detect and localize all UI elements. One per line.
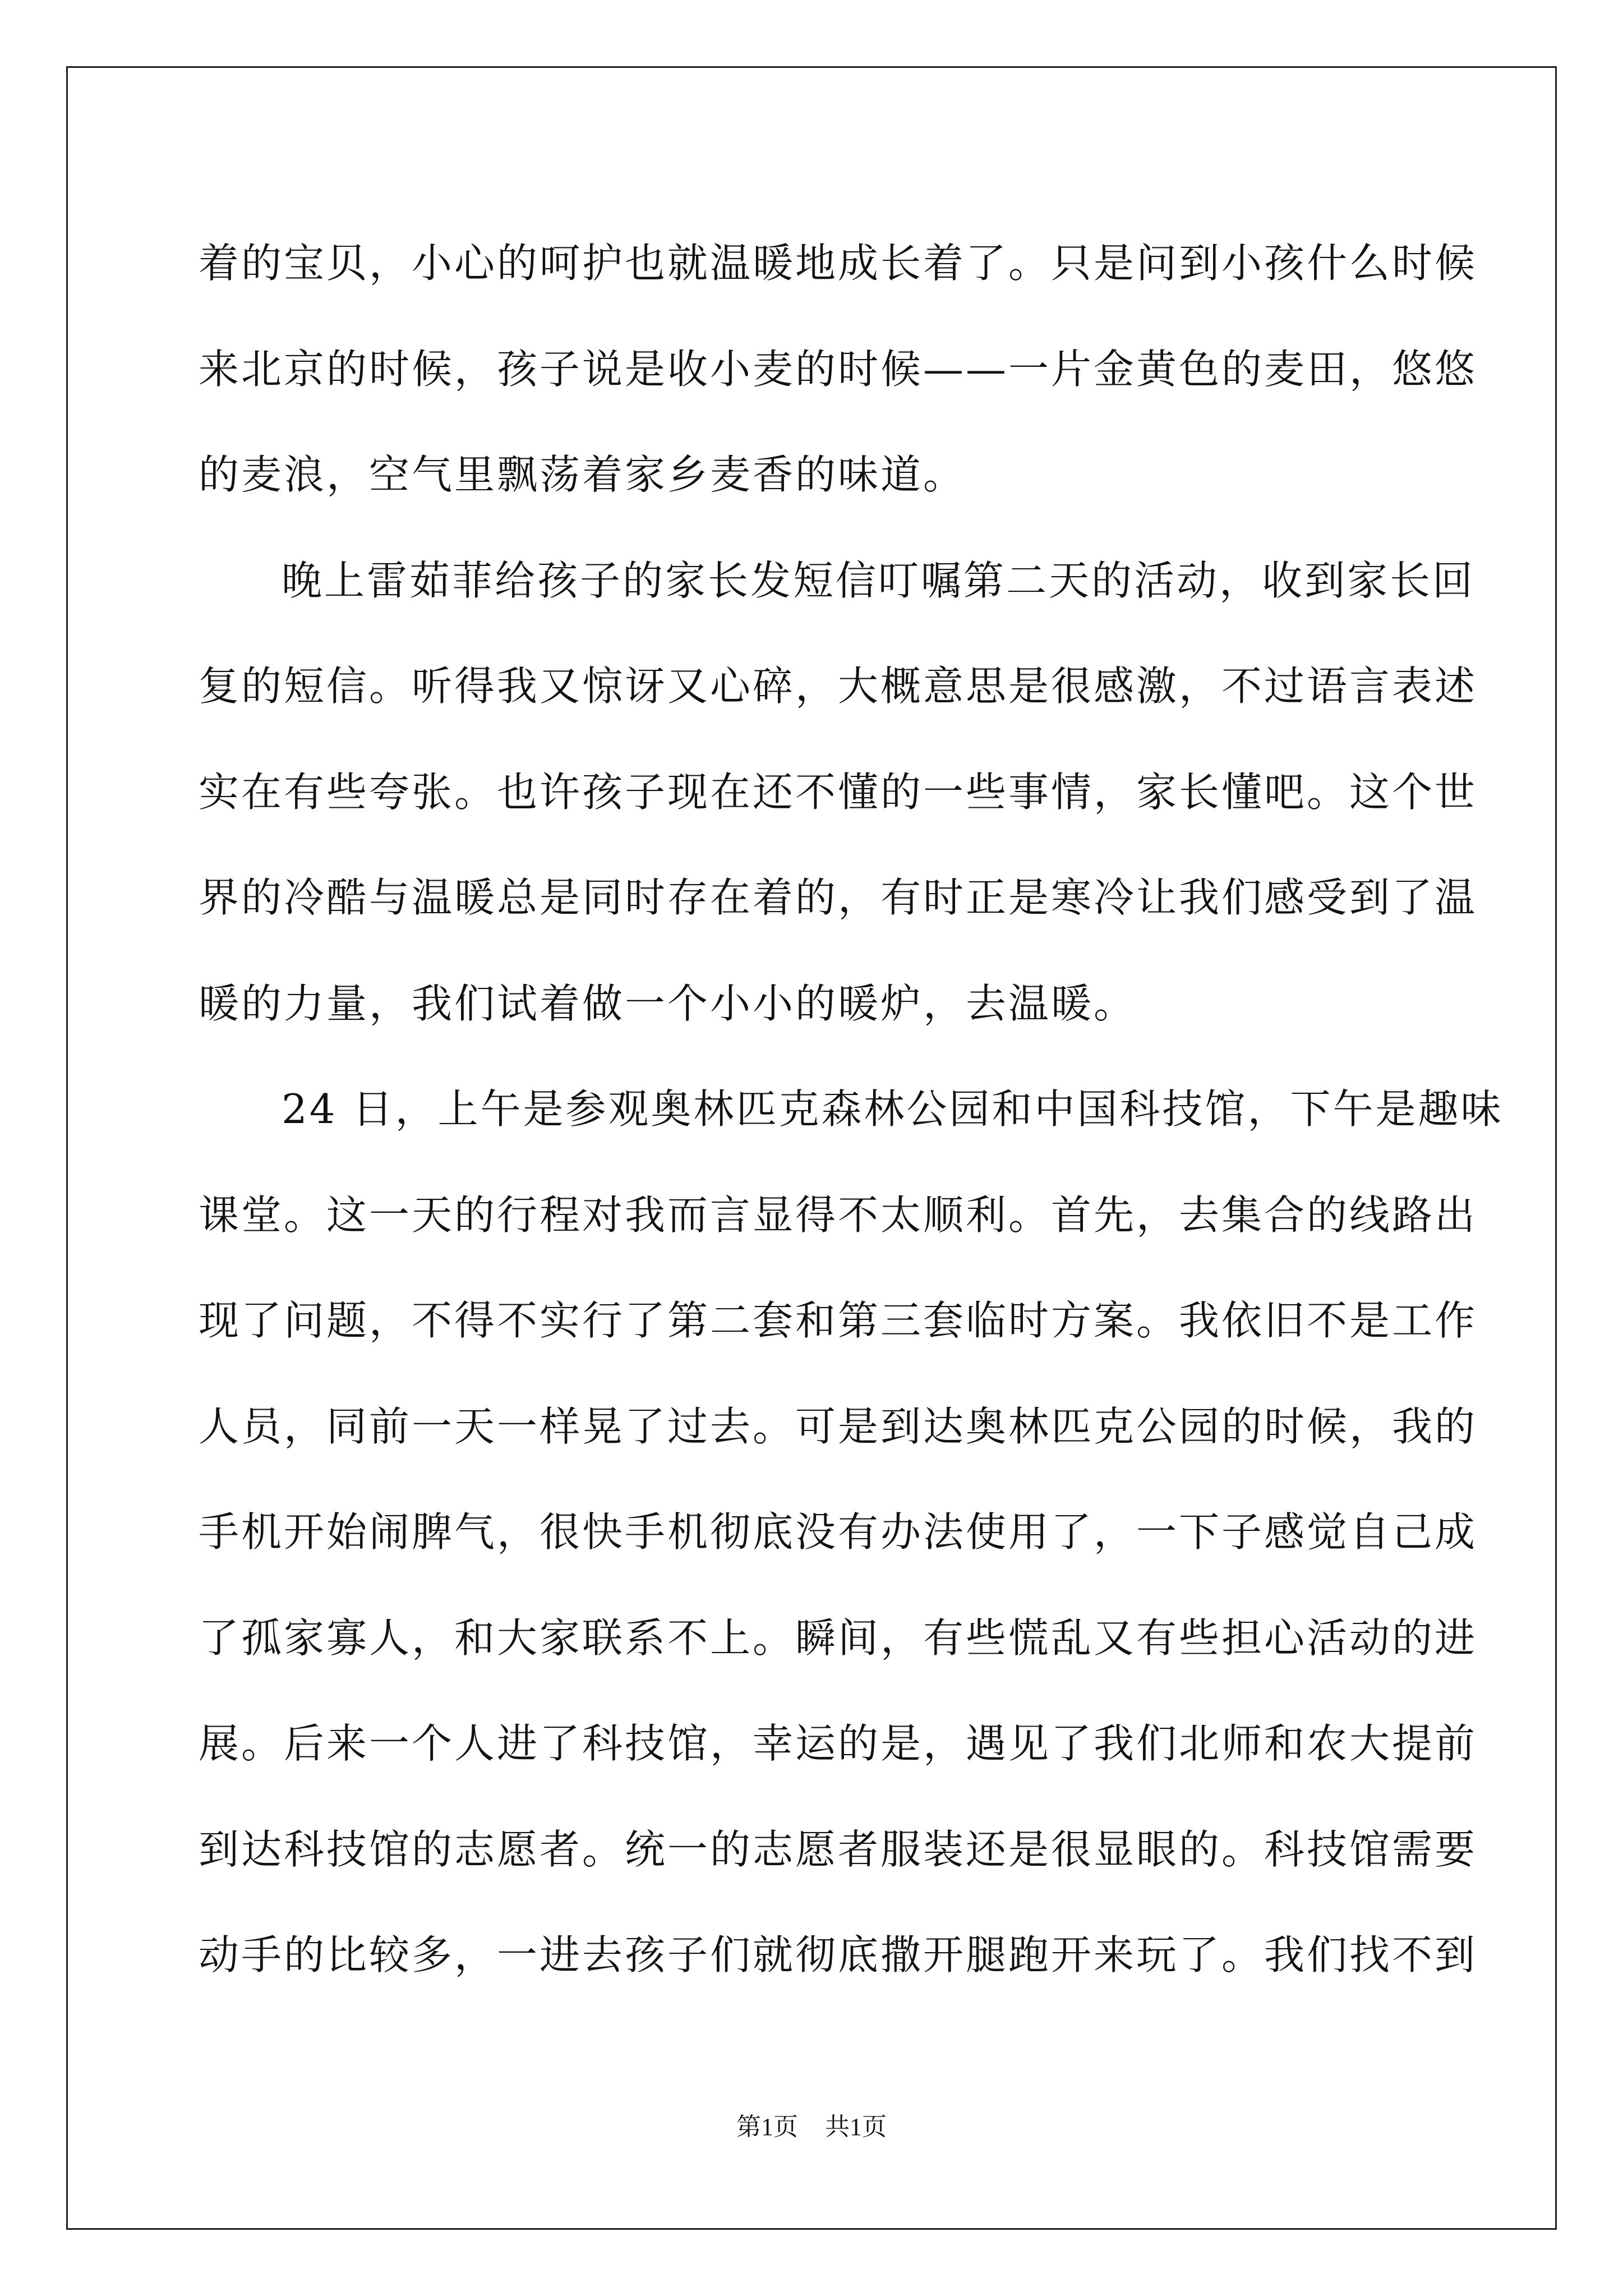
text-line: 暖的力量，我们试着做一个小小的暖炉，去温暖。 <box>199 979 1137 1027</box>
text-line: 动手的比较多，一进去孩子们就彻底撒开腿跑开来玩了。我们找不到 <box>199 1931 1478 1978</box>
text-line: 界的冷酷与温暖总是同时存在着的，有时正是寒冷让我们感受到了温 <box>199 874 1478 921</box>
text-line: 了孤家寡人，和大家联系不上。瞬间，有些慌乱又有些担心活动的进 <box>199 1614 1478 1662</box>
text-line: 着的宝贝，小心的呵护也就温暖地成长着了。只是问到小孩什么时候 <box>199 240 1478 287</box>
text-line: 人员，同前一天一样晃了过去。可是到达奥林匹克公园的时候，我的 <box>199 1402 1478 1450</box>
text-line: 复的短信。听得我又惊讶又心碎，大概意思是很感激，不过语言表述 <box>199 662 1478 710</box>
text-line: 展。后来一个人进了科技馆，幸运的是，遇见了我们北师和农大提前 <box>199 1720 1478 1767</box>
text-line: 的麦浪，空气里飘荡着家乡麦香的味道。 <box>199 451 966 498</box>
text-line: 24 日，上午是参观奥林匹克森林公园和中国科技馆，下午是趣味 <box>282 1085 1504 1133</box>
page-footer <box>0 2106 1623 2142</box>
text-line: 晚上雷茹菲给孩子的家长发短信叮嘱第二天的活动，收到家长回 <box>282 556 1476 604</box>
text-line: 到达科技馆的志愿者。统一的志愿者服装还是很显眼的。科技馆需要 <box>199 1825 1478 1873</box>
text-line: 手机开始闹脾气，很快手机彻底没有办法使用了，一下子感觉自己成 <box>199 1508 1478 1556</box>
page-number: 第1页 <box>736 2113 798 2141</box>
document-body <box>199 210 1504 2008</box>
text-line: 现了问题，不得不实行了第二套和第三套临时方案。我依旧不是工作 <box>199 1297 1478 1344</box>
text-line: 来北京的时候，孩子说是收小麦的时候——一片金黄色的麦田，悠悠 <box>199 345 1478 393</box>
page-total: 共1页 <box>825 2113 887 2141</box>
text-line: 实在有些夸张。也许孩子现在还不懂的一些事情，家长懂吧。这个世 <box>199 768 1478 816</box>
text-line: 课堂。这一天的行程对我而言显得不太顺利。首先，去集合的线路出 <box>199 1191 1478 1239</box>
